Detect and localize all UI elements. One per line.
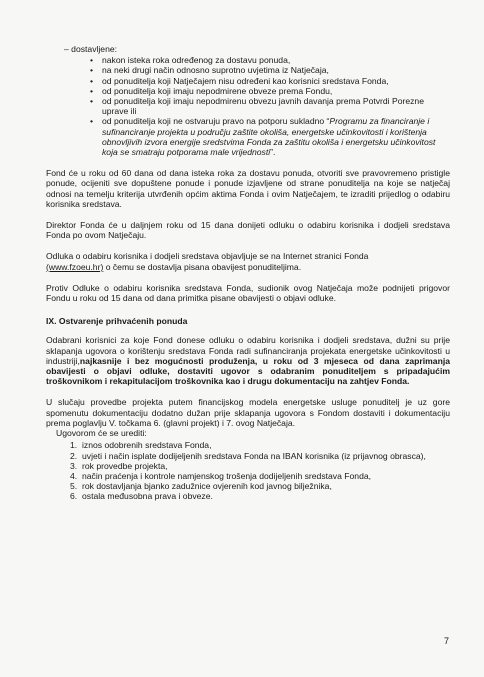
list-item: 6. ostala međusobna prava i obveze. <box>70 491 213 502</box>
list-item: • od ponuditelja koji imaju nepodmirene obveze prema Fondu, <box>102 86 450 96</box>
website-link[interactable]: (www.fzoeu.hr) <box>46 261 104 272</box>
list-item: • nakon isteka roka određenog za dostavu ponuda, <box>102 55 450 65</box>
programme-title: Programu za financiranje i sufinanciranje projekta u području zaštite okoliša, energetske učinkovitosti i korištenja obnovljivih izvora energije sredstvima Fonda za zaštitu okoliša i energetsku učinkovitost koja se smatraju potporama male vrijednosti <box>102 116 436 158</box>
paragraph-director: Direktor Fonda će u daljnjem roku od 15 dana donijeti odluku o odabiru korisnika i dodjeli sredstava Fonda po ovom Natječaju. <box>46 220 450 241</box>
list-item: 4. način praćenja i kontrole namjenskog trošenja dodijeljenih sredstava Fonda, <box>70 470 372 481</box>
dostavljene-lead: – dostavljene: <box>64 44 118 54</box>
list-item: 2. uvjeti i način isplate dodijeljenih sredstava Fonda na IBAN korisnika (iz prijavnog obrasca), <box>70 450 426 461</box>
ugovor-lead: Ugovorom će se urediti: <box>56 428 147 439</box>
list-item: 1. iznos odobrenih sredstava Fonda, <box>70 440 212 451</box>
paragraph-objection: Protiv Odluke o odabiru korisnika sredstava Fonda, sudionik ovog Natječaja može podnijeti prigovor Fondu u roku od 15 dana od dana primitka pisane obavijesti o objavi odluke. <box>46 282 450 304</box>
list-item: • od ponuditelja koji imaju nepodmirenu obvezu javnih davanja prema Potvrdi Porezne uprave ili <box>102 96 450 116</box>
dostavljene-list <box>46 55 450 157</box>
list-item: 5. rok dostavljanja bjanko zadužnice ovjerenih kod javnog bilježnika, <box>70 481 332 492</box>
list-item: 3. rok provedbe projekta, <box>70 460 168 471</box>
paragraph-obligations: Odabrani korisnici za koje Fond donese odluku o odabiru korisnika i dodjeli sredstava, dužni su prije sklapanja ugovora o korištenju sredstava Fonda radi sufinanciranja projekata energetske učinkovitosti u industriji,najkasnije i bez mogućnosti produženja, u roku od 3 mjeseca od dana zaprimanja obavijesti o objavi odluke, dostaviti ugovor s odabranim ponuditeljem s pripadajućim troškovnikom i rekapitulacijom troškovnika kao i drugu dokumentaciju na zahtjev Fonda. <box>46 335 450 387</box>
page-number: 7 <box>444 636 450 646</box>
paragraph-publication: Odluka o odabiru korisnika i dodjeli sredstava objavljuje se na Internet stranici Fonda (www.fzoeu.hr) o čemu se dostavlja pisana obavijest ponuditeljima. <box>46 251 369 272</box>
list-item: • od ponuditelja koji Natječajem nisu određeni kao korisnici sredstava Fonda, <box>102 76 450 86</box>
page-content <box>46 44 450 502</box>
paragraph-evaluation: Fond će u roku od 60 dana od dana isteka roka za dostavu ponuda, otvoriti sve pravovremeno pristigle ponude, ocijeniti sve dopuštene ponude i ponude izjavljene od strane ponuditelja na koje se natječaj odnosi na temelju kriterija utvrđenih općim aktima Fonda i ovim Natječajem, te izraditi prijedlog o odabiru korisnika sredstava. <box>46 168 450 209</box>
deadline-emphasis: najkasnije i bez mogućnosti produženja, u roku od 3 mjeseca od dana zaprimanja obavijesti o objavi odluke, dostaviti ugovor s odabranim ponuditeljem s pripadajućim troškovnikom i rekapitulacijom troškovnika kao i drugu dokumentaciju na zahtjev Fonda. <box>46 355 450 387</box>
ugovor-list <box>46 440 450 501</box>
section-heading: IX. Ostvarenje prihvaćenih ponuda <box>46 316 188 327</box>
list-item: • na neki drugi način odnosno suprotno uvjetima iz Natječaja, <box>102 65 450 75</box>
list-item: • od ponuditelja koji ne ostvaruju pravo na potporu sukladno “Programu za financiranje i sufinanciranje projekta u području zaštite okoliša, energetske učinkovitosti i korištenja obnovljivih izvora energije sredstvima Fonda za zaštitu okoliša i energetsku učinkovitost koja se smatraju potporama male vrijednosti”. <box>102 116 450 157</box>
paragraph-energy-service: U slučaju provedbe projekta putem financijskog modela energetske usluge ponuditelj je uz gore spomenutu dokumentaciju dodatno dužan prije sklapanja ugovora s Fondom dostaviti i dokumentaciju prema poglavlju V. točkama 6. (glavni projekt) i 7. ovog Natječaja. <box>46 397 450 428</box>
